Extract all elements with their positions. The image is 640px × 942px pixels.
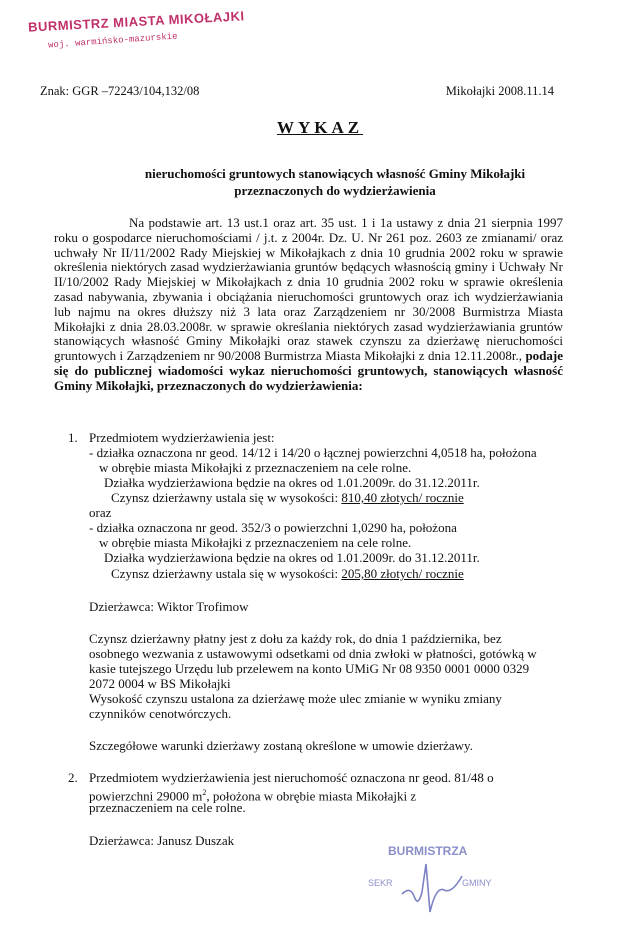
signature-icon — [396, 856, 468, 916]
payment-line6: czynników cenotwórczych. — [89, 706, 232, 721]
stamp-subtitle: woj. warmińsko-mazurskie — [47, 31, 178, 51]
item1-number: 1. — [68, 430, 78, 445]
payment-line4: 2072 0004 w BS Mikołajki — [89, 676, 231, 691]
item2-tenant: Dzierżawca: Janusz Duszak — [89, 833, 235, 848]
stamp-title: BURMISTRZ MIASTA MIKOŁAJKI — [27, 8, 245, 35]
document-date: Mikołajki 2008.11.14 — [445, 84, 554, 98]
bottom-stamp-title: BURMISTRZA — [388, 844, 468, 858]
item1-a-rent — [111, 490, 464, 505]
document-title: WYKAZ — [276, 118, 364, 137]
reference-number: Znak: GGR –72243/104,132/08 — [40, 84, 200, 98]
item1-heading: Przedmiotem wydzierżawienia jest: — [89, 430, 275, 445]
intro-paragraph — [54, 216, 563, 394]
bottom-stamp-left: SEKR — [368, 878, 393, 888]
intro-text: Na podstawie art. 13 ust.1 oraz art. 35 ust. 1 i 1a ustawy z dnia 21 sierpnia 1997 roku o gospodarce nieruchomościami / j.t. z 2004r. Dz. U. Nr 261 poz. 2603 ze zmianami/ oraz uchwały Nr II/11/2002 Rady Miejskiej w Mikołajkach z dnia 10 grudnia 2002 roku w sprawie określenia niektórych zasad wydzierżawiania gruntów będących własnością gminy i Uchwały Nr II/10/2002 Rady Miejskiej w Mikołajkach z dnia 10 grudnia 2002 roku w sprawie określenia zasad nabywania, zbywania i obciążania nieruchomości gruntowych oraz ich wydzierżawiania lub najmu na okres dłuższy niż 3 lata oraz Zarządzeniem nr 30/2008 Burmistrza Miasta Mikołajki z dnia 28.03.2008r. w sprawie określania niektórych zasad wydzierżawiania gruntów stanowiących własność Gminy Mikołajki oraz stawek czynszu za dzierżawę nieruchomości gruntowych i Zarządzeniem nr 90/2008 Burmistrza Miasta Mikołajki z dnia 12.11.2008r., — [54, 215, 563, 364]
item2-location-text: , położona w obrębie miasta Mikołajki z — [206, 788, 417, 804]
item1-a-rent-label: Czynsz dzierżawny ustala się w wysokości: — [111, 490, 339, 505]
item1-a-line1: - działka oznaczona nr geod. 14/12 i 14/20 o łącznej powierzchni 4,0518 ha, położona — [89, 445, 537, 460]
item1-b-rent-label: Czynsz dzierżawny ustala się w wysokości: — [111, 566, 339, 581]
item2-area-text: powierzchni 29000 m — [89, 788, 203, 804]
item1-tenant: Dzierżawca: Wiktor Trofimow — [89, 599, 249, 614]
item1-a-line2: w obrębie miasta Mikołajki z przeznaczeniem na cele rolne. — [99, 460, 412, 475]
item1-b-line2: w obrębie miasta Mikołajki z przeznaczeniem na cele rolne. — [99, 535, 412, 550]
item1-a-rent-value: 810,40 złotych/ rocznie — [341, 490, 464, 505]
item2-number: 2. — [68, 770, 78, 785]
document-subtitle: nieruchomości gruntowych stanowiących własność Gminy Mikołajki przeznaczonych do wydzierżawienia — [144, 166, 526, 198]
item1-a-line3: Działka wydzierżawiona będzie na okres od 1.01.2009r. do 31.12.2011r. — [104, 475, 480, 490]
item1-oraz: oraz — [89, 505, 112, 520]
item1-b-line3: Działka wydzierżawiona będzie na okres od 1.01.2009r. do 31.12.2011r. — [104, 550, 480, 565]
item2-line1: Przedmiotem wydzierżawienia jest nieruchomość oznaczona nr geod. 81/48 o — [89, 770, 494, 785]
intro-bold-text: podaje się do publicznej wiadomości wykaz nieruchomości gruntowych, stanowiących własność Gminy Mikołajki, przeznaczonych do wydzierżawienia: — [54, 348, 564, 393]
payment-line5: Wysokość czynszu ustalona za dzierżawę może ulec zmianie w wyniku zmiany — [89, 691, 502, 706]
payment-line2: osobnego wezwania z ustawowymi odsetkami od dnia zwłoki w płatności, gotówką w — [89, 646, 537, 661]
payment-line1: Czynsz dzierżawny płatny jest z dołu za każdy rok, do dnia 1 października, bez — [89, 631, 502, 646]
item2-line3: przeznaczeniem na cele rolne. — [89, 800, 246, 815]
lease-details-note: Szczegółowe warunki dzierżawy zostaną określone w umowie dzierżawy. — [89, 738, 473, 753]
payment-line3: kasie tutejszego Urzędu lub przelewem na konto UMiG Nr 08 9350 0001 0000 0329 — [89, 661, 530, 676]
item1-b-rent-value: 205,80 złotych/ rocznie — [341, 566, 464, 581]
item1-b-rent — [111, 566, 464, 581]
item2-area-sup: 2 — [202, 788, 207, 797]
bottom-stamp-right: GMINY — [462, 878, 492, 888]
item1-b-line1: - działka oznaczona nr geod. 352/3 o powierzchni 1,0290 ha, położona — [89, 520, 457, 535]
